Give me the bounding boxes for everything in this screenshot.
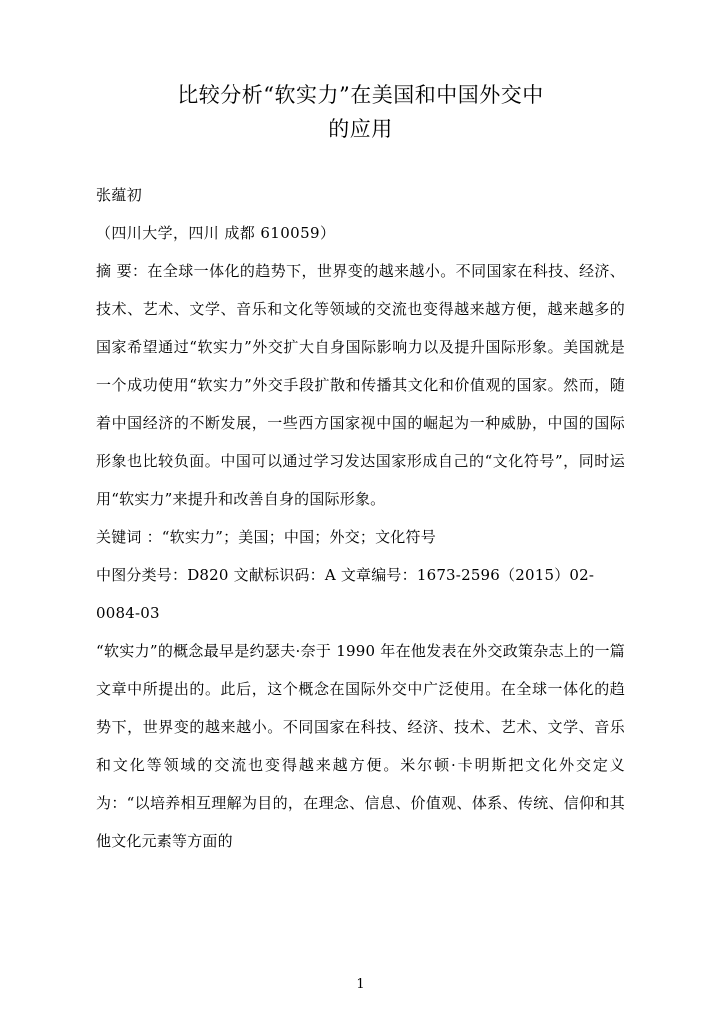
page-title: [96, 72, 625, 146]
page-number: 1: [356, 977, 365, 992]
title-line-1: 比较分析“软实力”在美国和中国外交中: [177, 83, 544, 107]
title-line-2: 的应用: [328, 117, 393, 141]
keywords-line: 关键词 ：“软实力”；美国；中国；外交；文化符号: [96, 528, 436, 546]
author-affiliation: （四川大学，四川 成都 610059）: [96, 224, 336, 242]
author-name: 张蕴初: [96, 186, 143, 204]
body-paragraph-1: “软实力”的概念最早是约瑟夫·奈于 1990 年在他发表在外交政策杂志上的一篇文章中所提出的。此后，这个概念在国际外交中广泛使用。在全球一体化的趋势下，世界变的越来越小。不同国家在科技、经济、技术、艺术、文学、音乐和文化等领域的交流也变得越来越方便。米尔顿·卡明斯把文化外交定义为：“以培养相互理解为目的，在理念、信息、价值观、体系、传统、信仰和其他文化元素等方面的: [96, 642, 625, 850]
classification-line: 中图分类号：D820 文献标识码：A 文章编号：1673-2596（2015）02-0084-03: [96, 566, 595, 622]
abstract-paragraph: 摘 要：在全球一体化的趋势下，世界变的越来越小。不同国家在科技、经济、技术、艺术、文学、音乐和文化等领域的交流也变得越来越方便，越来越多的国家希望通过“软实力”外交扩大自身国际影响力以及提升国际形象。美国就是一个成功使用“软实力”外交手段扩散和传播其文化和价值观的国家。然而，随着中国经济的不断发展，一些西方国家视中国的崛起为一种威胁，中国的国际形象也比较负面。中国可以通过学习发达国家形成自己的“文化符号”，同时运用“软实力”来提升和改善自身的国际形象。: [96, 262, 625, 508]
